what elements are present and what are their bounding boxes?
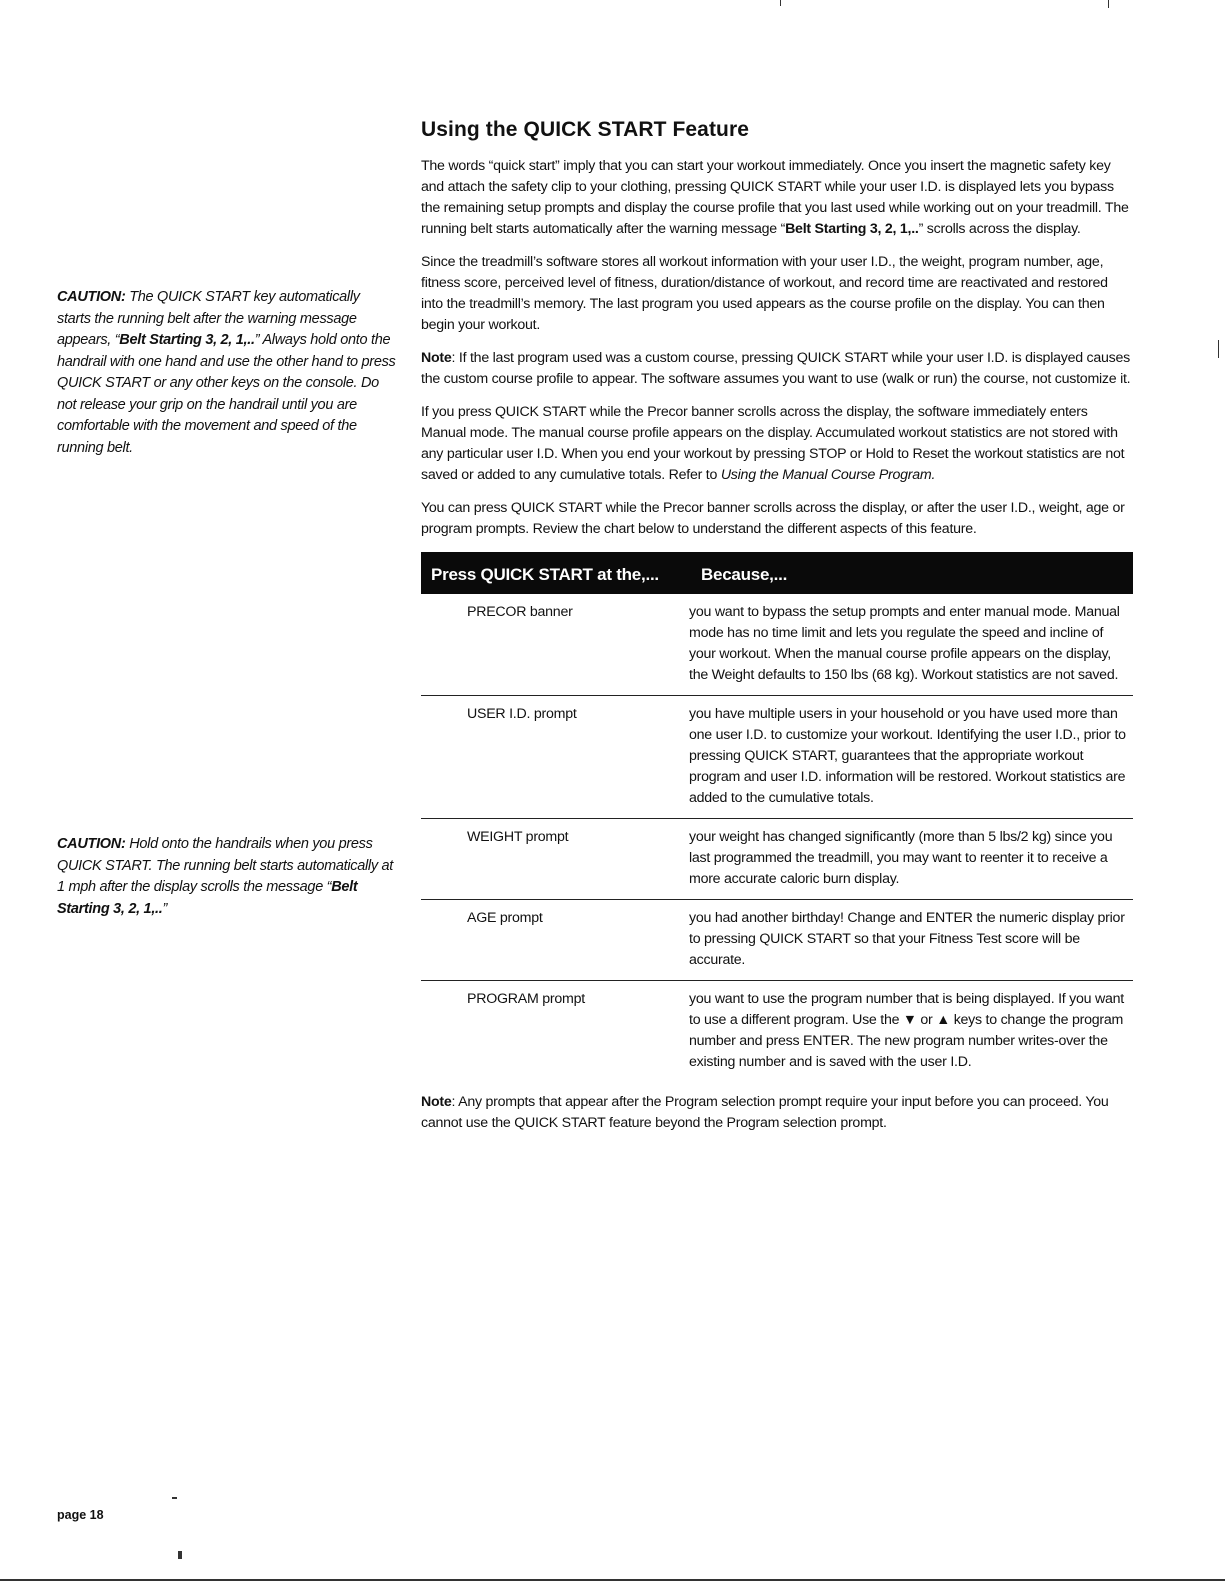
caution-warning-message: Belt Starting 3, 2, 1,.. [119, 332, 255, 348]
manual-mode-paragraph [421, 402, 1133, 486]
scan-mark [1218, 340, 1219, 358]
caution-text: Hold onto the handrails when you press QUICK START. The running belt starts automatically at 1 mph after the display scrolls the message “ [57, 836, 394, 895]
chart-cell-when: WEIGHT prompt [421, 819, 689, 900]
paragraph-text: ” scrolls across the display. [918, 221, 1081, 237]
table-row [421, 594, 1133, 696]
caution-note-handrails [57, 834, 397, 920]
caution-warning-message: Belt Starting 3, 2, 1,.. [57, 879, 358, 917]
scan-mark [1108, 0, 1109, 8]
paragraph-text: The words “quick start” imply that you can start your workout immediately. Once you insert the magnetic safety key and attach the safety clip to your clothing, pressing QUICK START while your user I.D. is displayed lets you bypass the remaining setup prompts and display the course profile that you last used while working out on your treadmill. The running belt starts automatically after the warning message “ [421, 158, 1129, 237]
chart-header-when: Press QUICK START at the,... [421, 552, 689, 594]
note-text: : Any prompts that appear after the Program selection prompt require your input before you can proceed. You cannot use the QUICK START feature beyond the Program selection prompt. [421, 1094, 1109, 1131]
intro-paragraph [421, 156, 1133, 240]
scan-mark [178, 1551, 182, 1559]
note-text: : If the last program used was a custom course, pressing QUICK START while your user I.D. is displayed causes the custom course profile to appear. The software assumes you want to use (walk or run) the course, not customize it. [421, 350, 1131, 387]
caution-text: ” [162, 900, 168, 917]
chart-cell-because: you want to use the program number that is being displayed. If you want to use a different program. Use the ▼ or ▲ keys to change the program number and press ENTER. The new program number writes-over the existing number and is saved with the user I.D. [689, 981, 1133, 1083]
table-row [421, 981, 1133, 1083]
scan-mark [172, 1497, 177, 1499]
chart-cell-because: you had another birthday! Change and ENTER the numeric display prior to pressing QUICK START so that your Fitness Test score will be accurate. [689, 900, 1133, 981]
chart-cell-because: you have multiple users in your household or you have used more than one user I.D. to customize your workout. Identifying the user I.D., prior to pressing QUICK START, guarantees that the appropriate workout program and user I.D. information will be restored. Workout statistics are added to the cumulative totals. [689, 696, 1133, 819]
page-edge-line [0, 1579, 1225, 1581]
software-paragraph: Since the treadmill’s software stores all workout information with your user I.D., the weight, program number, age, fitness score, perceived level of fitness, duration/distance of workout, and record time are reactivated and restored into the treadmill’s memory. The last program you used appears as the course profile on the display. You can then begin your workout. [421, 254, 1108, 333]
chart-cell-because: your weight has changed significantly (more than 5 lbs/2 kg) since you last programmed the treadmill, you may want to reenter it to receive a more accurate caloric burn display. [689, 819, 1133, 900]
note-label: Note [421, 1094, 452, 1110]
chart-header-because: Because,... [689, 552, 1133, 594]
note-label: Note [421, 350, 452, 366]
chart-cell-when: USER I.D. prompt [421, 696, 689, 819]
caution-note-quick-start-key [57, 287, 397, 459]
warning-message-text: Belt Starting 3, 2, 1,.. [785, 221, 919, 237]
chart-cell-when: AGE prompt [421, 900, 689, 981]
chart-cell-when: PROGRAM prompt [421, 981, 689, 1083]
chart-cell-when: PRECOR banner [467, 604, 573, 620]
chart-intro-paragraph: You can press QUICK START while the Precor banner scrolls across the display, or after the user I.D., weight, age or program prompts. Review the chart below to understand the different aspects of this feature. [421, 500, 1125, 537]
caution-text: The QUICK START key automatically starts the running belt after the warning message appears, “ [57, 289, 360, 348]
scan-mark [780, 0, 781, 6]
page-title: Using the QUICK START Feature [421, 118, 750, 141]
quick-start-chart [421, 552, 1133, 1082]
table-row [421, 819, 1133, 900]
main-content [421, 118, 1133, 1146]
note-custom-course [421, 348, 1133, 390]
table-row [421, 900, 1133, 981]
chart-header-row [421, 552, 1133, 594]
page-number: page 18 [57, 1508, 104, 1522]
chart-cell-because: you want to bypass the setup prompts and enter manual mode. Manual mode has no time limit and lets you regulate the speed and incline of your workout. When the manual course profile appears on the display, the Weight defaults to 150 lbs (68 kg). Workout statistics are not saved. [689, 604, 1120, 683]
caution-label: CAUTION: [57, 836, 126, 852]
caution-text: ” Always hold onto the handrail with one hand and use the other hand to press QUICK START or any other keys on the console. Do not release your grip on the handrail until you are comfortable with the movement and speed of the running belt. [57, 332, 396, 456]
caution-label: CAUTION: [57, 289, 126, 305]
note-program-prompt [421, 1092, 1133, 1134]
paragraph-text: If you press QUICK START while the Precor banner scrolls across the display, the software immediately enters Manual mode. The manual course profile appears on the display. Accumulated workout statistics are not stored with any particular user I.D. When you end your workout by pressing STOP or Hold to Reset the workout statistics are not saved or added to any cumulative totals. Refer to [421, 404, 1125, 483]
table-row [421, 696, 1133, 819]
cross-reference-text: Using the Manual Course Program. [720, 467, 936, 483]
